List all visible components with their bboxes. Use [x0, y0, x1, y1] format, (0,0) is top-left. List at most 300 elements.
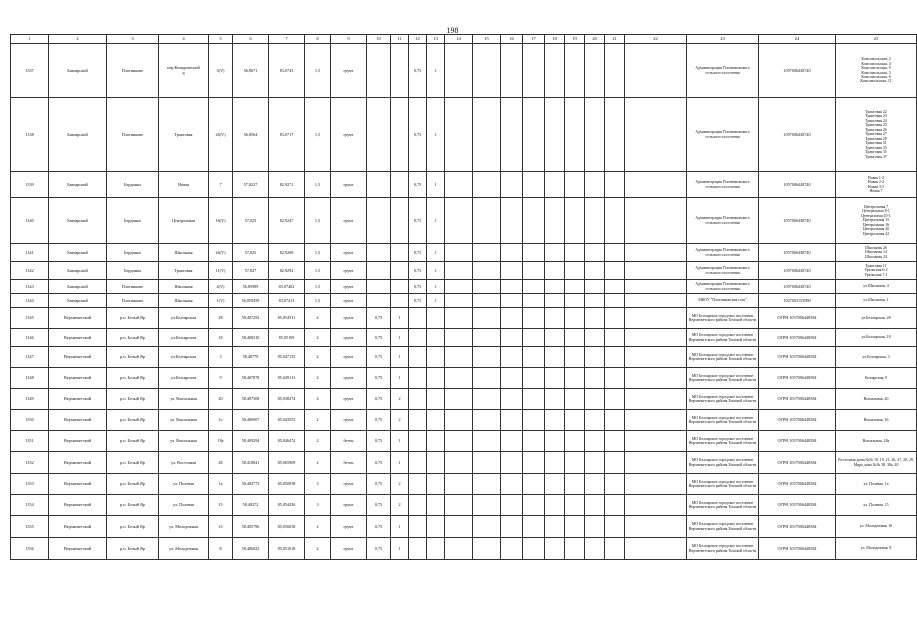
row-number: 1355 — [11, 516, 49, 538]
c15-cell — [473, 389, 501, 410]
c12-cell — [409, 410, 427, 431]
c12-cell — [409, 329, 427, 347]
c10-cell: 0,75 — [367, 516, 391, 538]
area-cell: 2 — [305, 329, 331, 347]
owner-cell: Администрация Плотниковского сельского поселения — [687, 44, 759, 98]
c18-cell — [545, 329, 565, 347]
c15-cell — [473, 172, 501, 198]
c12-cell — [409, 452, 427, 474]
street-cell: ул. Восточная — [159, 452, 209, 474]
c17-cell — [523, 244, 545, 262]
c22-cell — [625, 368, 687, 389]
header-row — [11, 35, 917, 44]
c20-cell — [585, 329, 605, 347]
c11-cell — [391, 44, 409, 98]
c20-cell — [585, 262, 605, 280]
c20-cell — [585, 44, 605, 98]
latitude-cell: 58,418841 — [233, 452, 269, 474]
settlement-cell: р.п. Белый Яр — [107, 495, 159, 516]
ogrn-cell: ОГРН 1057006448584 — [759, 495, 836, 516]
c18-cell — [545, 410, 565, 431]
house-cell: 16(V) — [209, 198, 233, 244]
c13-cell: 1 — [427, 172, 445, 198]
surface-cell: грунт — [331, 347, 367, 368]
c20-cell — [585, 538, 605, 560]
column-header: 25 — [836, 35, 917, 44]
c17-cell — [523, 329, 545, 347]
c10-cell: 0,75 — [367, 389, 391, 410]
c20-cell — [585, 308, 605, 329]
latitude-cell: 56,85989 — [233, 280, 269, 294]
c22-cell — [625, 495, 687, 516]
c14-cell — [445, 244, 473, 262]
surface-cell: грунт — [331, 410, 367, 431]
addresses-cell: Вокзальная, 18а — [836, 431, 917, 452]
column-header: 18 — [545, 35, 565, 44]
district-cell: Верхнекетский — [49, 495, 107, 516]
c16-cell — [501, 172, 523, 198]
house-cell: 7 — [209, 172, 233, 198]
c22-cell — [625, 294, 687, 308]
c20-cell — [585, 294, 605, 308]
c12-cell — [409, 495, 427, 516]
house-cell: 18 — [209, 329, 233, 347]
c16-cell — [501, 262, 523, 280]
c22-cell — [625, 347, 687, 368]
column-header: 7 — [269, 35, 305, 44]
c17-cell — [523, 368, 545, 389]
c15-cell — [473, 516, 501, 538]
c18-cell — [545, 368, 565, 389]
c21-cell — [605, 368, 625, 389]
c22-cell — [625, 474, 687, 495]
c17-cell — [523, 516, 545, 538]
longitude-cell: 82,9247 — [269, 198, 305, 244]
c17-cell — [523, 452, 545, 474]
ogrn-cell: ОГРН 1057006448584 — [759, 347, 836, 368]
c10-cell — [367, 198, 391, 244]
column-header: 11 — [391, 35, 409, 44]
c22-cell — [625, 280, 687, 294]
street-cell: ул. Полевая — [159, 495, 209, 516]
data-table — [10, 34, 917, 560]
ogrn-cell: ОГРН 1057006448584 — [759, 474, 836, 495]
longitude-cell: 82,9268 — [269, 244, 305, 262]
district-cell: Бакчарский — [49, 280, 107, 294]
c17-cell — [523, 389, 545, 410]
c13-cell — [427, 410, 445, 431]
c21-cell — [605, 280, 625, 294]
c11-cell: 1 — [391, 431, 409, 452]
c15-cell — [473, 474, 501, 495]
surface-cell: грунт — [331, 294, 367, 308]
c12-cell — [409, 474, 427, 495]
ogrn-cell: ОГРН 1057006448584 — [759, 368, 836, 389]
c21-cell — [605, 308, 625, 329]
longitude-cell: 85,054531 — [269, 308, 305, 329]
c20-cell — [585, 172, 605, 198]
area-cell: 1,5 — [305, 262, 331, 280]
settlement-cell: р.п. Белый Яр — [107, 410, 159, 431]
surface-cell: грунт — [331, 474, 367, 495]
column-header: 3 — [107, 35, 159, 44]
c12-cell — [409, 516, 427, 538]
c22-cell — [625, 410, 687, 431]
district-cell: Верхнекетский — [49, 368, 107, 389]
c13-cell — [427, 308, 445, 329]
street-cell: ул.Белоярская — [159, 308, 209, 329]
c12-cell: 0,75 — [409, 262, 427, 280]
table-row — [11, 347, 917, 368]
longitude-cell: 83,07413 — [269, 294, 305, 308]
c16-cell — [501, 294, 523, 308]
street-cell: ул. Вокзальная — [159, 389, 209, 410]
c13-cell: 1 — [427, 44, 445, 98]
c11-cell: 1 — [391, 452, 409, 474]
area-cell: 3 — [305, 474, 331, 495]
c22-cell — [625, 244, 687, 262]
owner-cell: МО Белоярское городское поселение Верхнекетского района Томской области — [687, 538, 759, 560]
c15-cell — [473, 308, 501, 329]
c11-cell: 2 — [391, 389, 409, 410]
district-cell: Верхнекетский — [49, 538, 107, 560]
c14-cell — [445, 431, 473, 452]
house-cell: 28 — [209, 452, 233, 474]
ogrn-cell: ОГРН 1057006448584 — [759, 516, 836, 538]
addresses-cell: ул. Полевая, 15 — [836, 495, 917, 516]
house-cell: 26(V) — [209, 244, 233, 262]
c11-cell: 2 — [391, 495, 409, 516]
surface-cell: грунт — [331, 44, 367, 98]
c18-cell — [545, 431, 565, 452]
district-cell: Верхнекетский — [49, 347, 107, 368]
c18-cell — [545, 495, 565, 516]
longitude-cell: 82,9292 — [269, 262, 305, 280]
c19-cell — [565, 172, 585, 198]
street-cell: Школьная — [159, 280, 209, 294]
c19-cell — [565, 308, 585, 329]
c15-cell — [473, 294, 501, 308]
c14-cell — [445, 410, 473, 431]
c16-cell — [501, 280, 523, 294]
c16-cell — [501, 495, 523, 516]
c19-cell — [565, 198, 585, 244]
street-cell: ул.Белоярская — [159, 329, 209, 347]
settlement-cell: р.п. Белый Яр — [107, 389, 159, 410]
ogrn-cell: 1057006448740 — [759, 244, 836, 262]
c11-cell: 1 — [391, 538, 409, 560]
addresses-cell: ул. Молодежная, 16 — [836, 516, 917, 538]
latitude-cell: 58,407308 — [233, 389, 269, 410]
row-number: 1356 — [11, 538, 49, 560]
c18-cell — [545, 98, 565, 172]
c10-cell — [367, 244, 391, 262]
column-header: 2 — [49, 35, 107, 44]
row-number: 1340 — [11, 198, 49, 244]
c21-cell — [605, 389, 625, 410]
c12-cell: 0,75 — [409, 280, 427, 294]
district-cell: Верхнекетский — [49, 474, 107, 495]
row-number: 1349 — [11, 389, 49, 410]
longitude-cell: 85,05109 — [269, 329, 305, 347]
district-cell: Бакчарский — [49, 98, 107, 172]
c14-cell — [445, 308, 473, 329]
latitude-cell: 56,8564 — [233, 98, 269, 172]
table-row — [11, 516, 917, 538]
c10-cell — [367, 262, 391, 280]
latitude-cell: 58,404773 — [233, 474, 269, 495]
c18-cell — [545, 44, 565, 98]
area-cell: 1,5 — [305, 198, 331, 244]
street-cell: Новая — [159, 172, 209, 198]
surface-cell: грунт — [331, 516, 367, 538]
c10-cell: 0,75 — [367, 495, 391, 516]
c18-cell — [545, 474, 565, 495]
c21-cell — [605, 98, 625, 172]
table-row — [11, 329, 917, 347]
street-cell: Центральная — [159, 198, 209, 244]
area-cell: 2 — [305, 431, 331, 452]
c14-cell — [445, 294, 473, 308]
area-cell: 4 — [305, 389, 331, 410]
c18-cell — [545, 538, 565, 560]
c15-cell — [473, 98, 501, 172]
c16-cell — [501, 44, 523, 98]
c15-cell — [473, 431, 501, 452]
c11-cell: 1 — [391, 368, 409, 389]
c17-cell — [523, 431, 545, 452]
c10-cell — [367, 294, 391, 308]
area-cell: 1,5 — [305, 244, 331, 262]
c19-cell — [565, 516, 585, 538]
c13-cell — [427, 474, 445, 495]
table-row — [11, 198, 917, 244]
c19-cell — [565, 538, 585, 560]
c12-cell — [409, 431, 427, 452]
table-row — [11, 294, 917, 308]
street-cell: ул. Полевая — [159, 474, 209, 495]
row-number: 1345 — [11, 308, 49, 329]
area-cell: 1,5 — [305, 280, 331, 294]
c11-cell — [391, 98, 409, 172]
c13-cell — [427, 516, 445, 538]
owner-cell: Администрация Плотниковского сельского поселения — [687, 98, 759, 172]
c20-cell — [585, 347, 605, 368]
settlement-cell: р.п. Белый Яр — [107, 308, 159, 329]
c17-cell — [523, 44, 545, 98]
c15-cell — [473, 368, 501, 389]
latitude-cell: 58,40272 — [233, 495, 269, 516]
district-cell: Верхнекетский — [49, 410, 107, 431]
c11-cell: 2 — [391, 410, 409, 431]
c16-cell — [501, 368, 523, 389]
c17-cell — [523, 474, 545, 495]
district-cell: Верхнекетский — [49, 452, 107, 474]
area-cell: 2 — [305, 347, 331, 368]
c14-cell — [445, 329, 473, 347]
c22-cell — [625, 262, 687, 280]
c15-cell — [473, 347, 501, 368]
longitude-cell: 85,065909 — [269, 452, 305, 474]
house-cell: 1о — [209, 410, 233, 431]
owner-cell: МО Белоярское городское поселение Верхнекетского района Томской области — [687, 452, 759, 474]
latitude-cell: 58,409294 — [233, 431, 269, 452]
longitude-cell: 85,043553 — [269, 410, 305, 431]
owner-cell: МО Белоярское городское поселение Верхнекетского района Томской области — [687, 410, 759, 431]
table-row — [11, 538, 917, 560]
c11-cell — [391, 280, 409, 294]
owner-cell: МО Белоярское городское поселение Верхнекетского района Томской области — [687, 516, 759, 538]
addresses-cell: ул. Молодежная, 8 — [836, 538, 917, 560]
c16-cell — [501, 198, 523, 244]
longitude-cell: 85,050938 — [269, 474, 305, 495]
c15-cell — [473, 44, 501, 98]
c22-cell — [625, 172, 687, 198]
c11-cell — [391, 294, 409, 308]
column-header: 9 — [331, 35, 367, 44]
c16-cell — [501, 474, 523, 495]
c11-cell: 1 — [391, 329, 409, 347]
column-header: 22 — [625, 35, 687, 44]
c21-cell — [605, 452, 625, 474]
addresses-cell: Центральная 7 Центральная 8-1 Центральная 10-1 Центральная 15 Центральная 16 Центральная 20 Центральная 22 — [836, 198, 917, 244]
c19-cell — [565, 410, 585, 431]
c10-cell — [367, 44, 391, 98]
area-cell: 2 — [305, 368, 331, 389]
house-cell: 20 — [209, 389, 233, 410]
c21-cell — [605, 262, 625, 280]
column-header: 24 — [759, 35, 836, 44]
c20-cell — [585, 98, 605, 172]
c12-cell — [409, 347, 427, 368]
c10-cell: 0,75 — [367, 308, 391, 329]
house-cell: 9 — [209, 368, 233, 389]
latitude-cell: 58,407878 — [233, 368, 269, 389]
house-cell: 26(V) — [209, 98, 233, 172]
house-cell: 28 — [209, 308, 233, 329]
c12-cell: 0,75 — [409, 294, 427, 308]
c13-cell: 1 — [427, 294, 445, 308]
c19-cell — [565, 495, 585, 516]
c13-cell — [427, 495, 445, 516]
c15-cell — [473, 198, 501, 244]
longitude-cell: 83,07402 — [269, 280, 305, 294]
table-row — [11, 389, 917, 410]
longitude-cell: 82,9271 — [269, 172, 305, 198]
house-cell: 1а — [209, 474, 233, 495]
c17-cell — [523, 294, 545, 308]
c21-cell — [605, 538, 625, 560]
c15-cell — [473, 262, 501, 280]
c21-cell — [605, 495, 625, 516]
street-cell: ул. Вокзальная — [159, 431, 209, 452]
owner-cell: МО Белоярское городское поселение Верхнекетского района Томской области — [687, 474, 759, 495]
latitude-cell: 57,027 — [233, 262, 269, 280]
c11-cell — [391, 172, 409, 198]
longitude-cell: 85,056038 — [269, 516, 305, 538]
c16-cell — [501, 516, 523, 538]
c10-cell — [367, 172, 391, 198]
c16-cell — [501, 244, 523, 262]
surface-cell: грунт — [331, 308, 367, 329]
c13-cell — [427, 347, 445, 368]
table-row — [11, 452, 917, 474]
district-cell: Бакчарский — [49, 244, 107, 262]
c18-cell — [545, 198, 565, 244]
surface-cell: грунт — [331, 198, 367, 244]
addresses-cell: Новая 1-2 Новая 2-2 Новая 3-2 Новая 7 — [836, 172, 917, 198]
c13-cell: 1 — [427, 244, 445, 262]
latitude-cell: 58,407292 — [233, 308, 269, 329]
addresses-cell: ул.Белоярская, 18 — [836, 329, 917, 347]
row-number: 1352 — [11, 452, 49, 474]
column-header: 15 — [473, 35, 501, 44]
row-number: 1351 — [11, 431, 49, 452]
c19-cell — [565, 244, 585, 262]
c18-cell — [545, 347, 565, 368]
ogrn-cell: 1057006448740 — [759, 44, 836, 98]
addresses-cell: Трактовая 11 Уральская 6-2 Уральская 7-1 — [836, 262, 917, 280]
c16-cell — [501, 389, 523, 410]
surface-cell: грунт — [331, 329, 367, 347]
ogrn-cell: ОГРН 1057006448584 — [759, 452, 836, 474]
row-number: 1346 — [11, 329, 49, 347]
column-header: 21 — [605, 35, 625, 44]
table-row — [11, 368, 917, 389]
surface-cell: бетон — [331, 431, 367, 452]
longitude-cell: 83,0743 — [269, 44, 305, 98]
row-number: 1343 — [11, 280, 49, 294]
row-number: 1341 — [11, 244, 49, 262]
c18-cell — [545, 516, 565, 538]
c16-cell — [501, 347, 523, 368]
c11-cell — [391, 198, 409, 244]
surface-cell: грунт — [331, 538, 367, 560]
c14-cell — [445, 368, 473, 389]
c17-cell — [523, 347, 545, 368]
c14-cell — [445, 198, 473, 244]
c22-cell — [625, 516, 687, 538]
c19-cell — [565, 98, 585, 172]
c10-cell: 0,75 — [367, 431, 391, 452]
c13-cell — [427, 389, 445, 410]
table-row — [11, 244, 917, 262]
latitude-cell: 58,40779 — [233, 347, 269, 368]
surface-cell: грунт — [331, 244, 367, 262]
addresses-cell: Вокзальная, 20 — [836, 389, 917, 410]
c19-cell — [565, 329, 585, 347]
c13-cell — [427, 329, 445, 347]
settlement-cell: Бердинка — [107, 172, 159, 198]
addresses-cell: ул.Белоярская, 3 — [836, 347, 917, 368]
c21-cell — [605, 329, 625, 347]
c15-cell — [473, 452, 501, 474]
c17-cell — [523, 280, 545, 294]
settlement-cell: р.п. Белый Яр — [107, 452, 159, 474]
settlement-cell: р.п. Белый Яр — [107, 474, 159, 495]
c18-cell — [545, 262, 565, 280]
settlement-cell: Плотниково — [107, 44, 159, 98]
owner-cell: Администрация Плотниковского сельского поселения — [687, 262, 759, 280]
longitude-cell: 85,046474 — [269, 431, 305, 452]
column-header: 23 — [687, 35, 759, 44]
table-row — [11, 495, 917, 516]
latitude-cell: 58,408318 — [233, 329, 269, 347]
column-header: 12 — [409, 35, 427, 44]
table-row — [11, 44, 917, 98]
area-cell: 3 — [305, 495, 331, 516]
settlement-cell: р.п. Белый Яр — [107, 516, 159, 538]
